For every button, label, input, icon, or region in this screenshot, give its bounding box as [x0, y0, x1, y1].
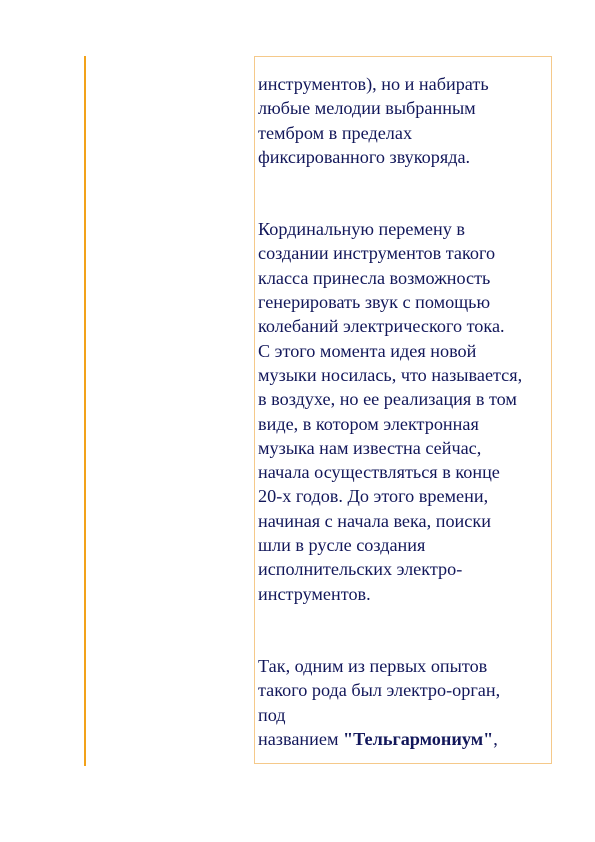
- text-line: Так, одним из первых опытов: [258, 655, 488, 676]
- text-line: исполнительских электро-: [258, 559, 463, 580]
- text-line: тембром в пределах: [258, 122, 413, 143]
- text-line: генерировать звук с помощью: [258, 292, 491, 313]
- text-line: фиксированного звукоряда.: [258, 146, 471, 167]
- paragraph-3: [258, 654, 550, 751]
- text-line: начиная с начала века, поиски: [258, 510, 491, 531]
- paragraph-spacer: [258, 169, 550, 217]
- text-line: под: [258, 704, 286, 725]
- text-line: такого рода был электро-орган,: [258, 680, 501, 701]
- text-line: колебаний электрического тока.: [258, 316, 505, 337]
- text-line: инструментов), но и набирать: [258, 74, 489, 94]
- left-margin-rule: [84, 56, 86, 766]
- text-column: [258, 72, 550, 751]
- paragraph-1: [258, 72, 550, 169]
- text-line: в воздухе, но ее реализация в том: [258, 389, 517, 410]
- text-line: начала осуществляться в конце: [258, 462, 500, 483]
- text-line: шли в русле создания: [258, 535, 426, 556]
- instrument-name-emphasis: "Тельгармониум": [343, 728, 494, 749]
- text-line: музыка нам известна сейчас,: [258, 437, 482, 458]
- text-line: создании инструментов такого: [258, 243, 496, 264]
- text-fragment: ,: [493, 728, 498, 749]
- text-line: 20-х годов. До этого времени,: [258, 486, 489, 507]
- paragraph-2: [258, 217, 550, 606]
- text-line: любые мелодии выбранным: [258, 98, 476, 119]
- text-line: виде, в котором электронная: [258, 413, 479, 434]
- text-line: музыки носилась, что называется,: [258, 364, 523, 385]
- paragraph-spacer: [258, 606, 550, 654]
- text-fragment: названием: [258, 728, 344, 749]
- text-line: С этого момента идея новой: [258, 340, 477, 361]
- text-line: Кординальную перемену в: [258, 219, 465, 240]
- text-line: инструментов.: [258, 583, 371, 604]
- text-line: класса принесла возможность: [258, 267, 491, 288]
- text-line-with-emphasis: [258, 727, 550, 751]
